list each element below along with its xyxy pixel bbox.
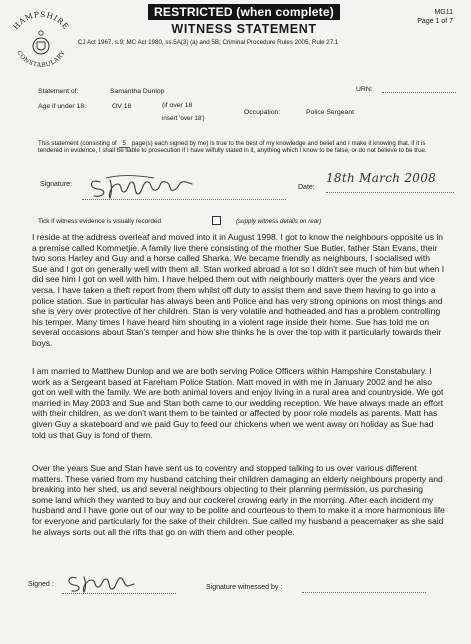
restricted-banner: RESTRICTED (when complete) xyxy=(148,4,340,20)
date-value[interactable]: 18th March 2008 xyxy=(326,171,454,193)
signature-field[interactable] xyxy=(82,172,286,200)
occupation-label: Occupation: xyxy=(244,109,281,116)
signature-witnessed-label: Signature witnessed by : xyxy=(206,584,283,591)
declaration-page-count: 5 xyxy=(119,140,130,148)
handwritten-signature xyxy=(82,172,286,200)
signature-label: Signature: xyxy=(40,181,72,188)
declaration-suffix: page(s) each signed by me) is true to the best of my knowledge and belief and I make it knowing that, if it is tendered in evidence, I shall be liable to prosecution if I have wilfully stated in it, anything which I know to be false, or do not believe to be true. xyxy=(38,140,427,155)
occupation-value: Police Sergeant xyxy=(306,109,354,116)
handwritten-signature xyxy=(62,570,176,594)
age-note-line2: insert 'over 18') xyxy=(162,115,205,122)
hampshire-constabulary-seal xyxy=(4,6,78,78)
statement-paragraph: I reside at the address overleaf and moved into it in August 1998. I got to know the neighbours opposite us in a premise called Kommetjie. A family live there consisting of the mother Sue Butler, father Stan Evans, their two sons Harley and Guy and a horse called Sharka. We became friendly as neighbours, I socialised with Sue and I got on generally well with them all. Stan worked abroad a lot so I didn't see much of him but when I did see him I got on well with him. I have helped them out with neighbourly matters over the years and vice versa. I have taken a theft report from them whilst off duty to assist them and save them having to go into a police station. Sue in particular has always been anti Police and has very strong opinions on most things and she is very over protective of her children. Stan is very volatile and hotheaded and has a problem controlling his temper. Many times I have heard him shouting in a violent rage inside their home. Sue has told me on several occasions about Stan's temper and how she thinks he is over the top with it particularly towards their boys. xyxy=(32,232,445,348)
signed-field[interactable] xyxy=(62,570,176,594)
age-note-line1: (if over 18 xyxy=(162,102,193,109)
statement-of-label: Statement of: xyxy=(38,88,79,95)
visually-recorded-checkbox[interactable] xyxy=(212,216,221,225)
page-indicator: Page 1 of 7 xyxy=(417,18,453,25)
age-label: Age if under 18: xyxy=(38,103,86,110)
page-title: WITNESS STATEMENT xyxy=(171,22,317,36)
statement-of-value: Samantha Dunlop xyxy=(110,88,165,95)
statement-paragraph: I am married to Matthew Dunlop and we are both serving Police Officers within Hampshire Constabulary. I work as a Sergeant based at Fareham Police Station. Matt moved in with me in January 2002 and he also got on well with the family. We are both animal lovers and enjoy living in a rural area and countryside. We got married in May 2003 and Sue and Stan both came to our wedding reception. We have always made an effort with their children, as we don't want them to be tainted or affected by poor role models as parents. Matt has given Guy a skateboard and we paid Guy to feed our chickens when we went away on holiday as Sue had told us that Guy is fond of them. xyxy=(32,366,444,440)
declaration-prefix: This statement (consisting of xyxy=(38,140,117,147)
visually-recorded-label: Tick if witness evidence is visually recorded xyxy=(38,218,162,225)
signed-label: Signed : xyxy=(28,581,54,588)
form-code: MG11 xyxy=(434,9,453,16)
svg-text:HAMPSHIRE: HAMPSHIRE xyxy=(11,9,71,32)
svg-text:CONSTABULARY: CONSTABULARY xyxy=(15,49,67,69)
signature-witnessed-field[interactable] xyxy=(302,592,426,593)
age-value: OV 18 xyxy=(112,103,132,110)
declaration-text xyxy=(38,140,448,155)
statement-paragraph: Over the years Sue and Stan have sent us to coventry and stopped talking to us over various different matters. These varied from my husband catching their children damaging an elderly neighbours property and breaking into her shed, us and several neighbours objecting to their planning permission, us purchasing some land which they wanted to buy and our cockerel crowing early in the morning. After each incident my husband and I have gone out of our way to be polite and courteous to them to make it a more harmonious life for everyone and particularly for the sake of their children. Sue called my husband a peacemaker as she said he always sorts out all the rifts that go on with them and other people. xyxy=(32,463,445,537)
legal-reference: CJ Act 1967, s.9; MC Act 1980, ss.5A(3) (a) and 5B; Criminal Procedure Rules 2005, Rule 27.1 xyxy=(78,39,339,46)
urn-field[interactable] xyxy=(382,92,456,93)
date-label: Date: xyxy=(298,184,315,191)
urn-label: URN: xyxy=(356,86,373,93)
form-id xyxy=(417,8,453,26)
supply-details-note: (supply witness details on rear) xyxy=(236,218,322,225)
